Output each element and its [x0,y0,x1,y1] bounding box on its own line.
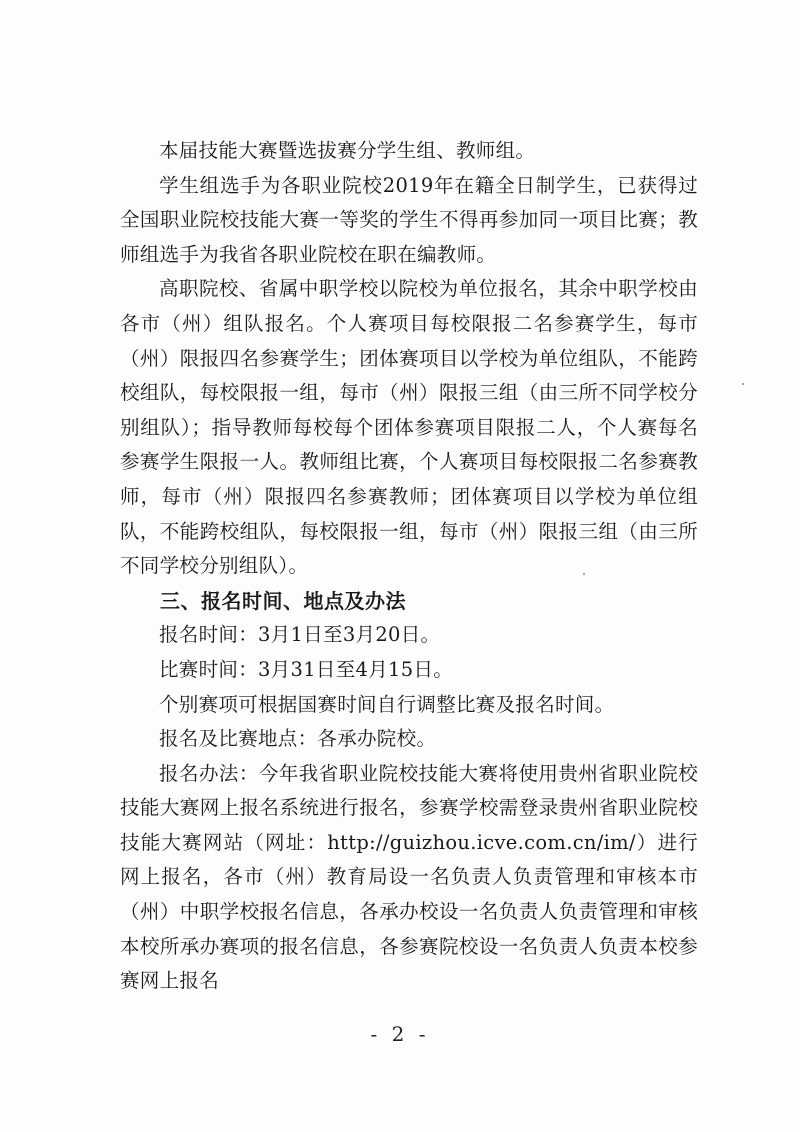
competition-time: 比赛时间：3月31日至4月15日。 [159,657,454,681]
scan-speck [742,383,744,385]
registration-method: 报名办法：今年我省职业院校技能大赛将使用贵州省职业院校技能大赛网上报名系统进行报名，参赛学校需登录贵州省职业院校技能大赛网站（网址：http://guizhou.icve.com.cn/im/）进行网上报名，各市（州）教育局设一名负责人负责管理和审核本市（州）中职学校报名信息，各承办校设一名负责人负责管理和审核本校所承办赛项的报名信息，各参赛院校设一名负责人负责本校参赛网上报名 [120,761,698,993]
registration-time: 报名时间：3月1日至3月20日。 [159,623,441,647]
paragraph-quotas: 高职院校、省属中职学校以院校为单位报名，其余中职学校由各市（州）组队报名。个人赛项目每校限报二名参赛学生，每市（州）限报四名参赛学生；团体赛项目以学校为单位组队，不能跨校组队，每校限报一组，每市（州）限报三组（由三所不同学校分别组队）；指导教师每校每个团体参赛项目限报二人，个人赛每名参赛学生限报一人。教师组比赛，个人赛项目每校限报二名参赛教师，每市（州）限报四名参赛教师；团体赛项目以学校为单位组队，不能跨校组队，每校限报一组，每市（州）限报三组（由三所不同学校分别组队）。 [120,277,698,578]
document-body [120,134,698,999]
paragraph-groups: 本届技能大赛暨选拔赛分学生组、教师组。 [159,139,536,162]
paragraph-eligibility: 学生组选手为各职业院校2019年在籍全日制学生，已获得过全国职业院校技能大赛一等奖的学生不得再参加同一项目比赛；教师组选手为我省各职业院校在职在编教师。 [120,173,698,266]
adjustment-note: 个别赛项可根据国赛时间自行调整比赛及报名时间。 [159,692,615,716]
section-heading: 三、报名时间、地点及办法 [160,588,406,613]
scan-speck [583,573,585,575]
page-number: - 2 - [370,1022,430,1046]
location: 报名及比赛地点：各承办院校。 [159,727,437,751]
